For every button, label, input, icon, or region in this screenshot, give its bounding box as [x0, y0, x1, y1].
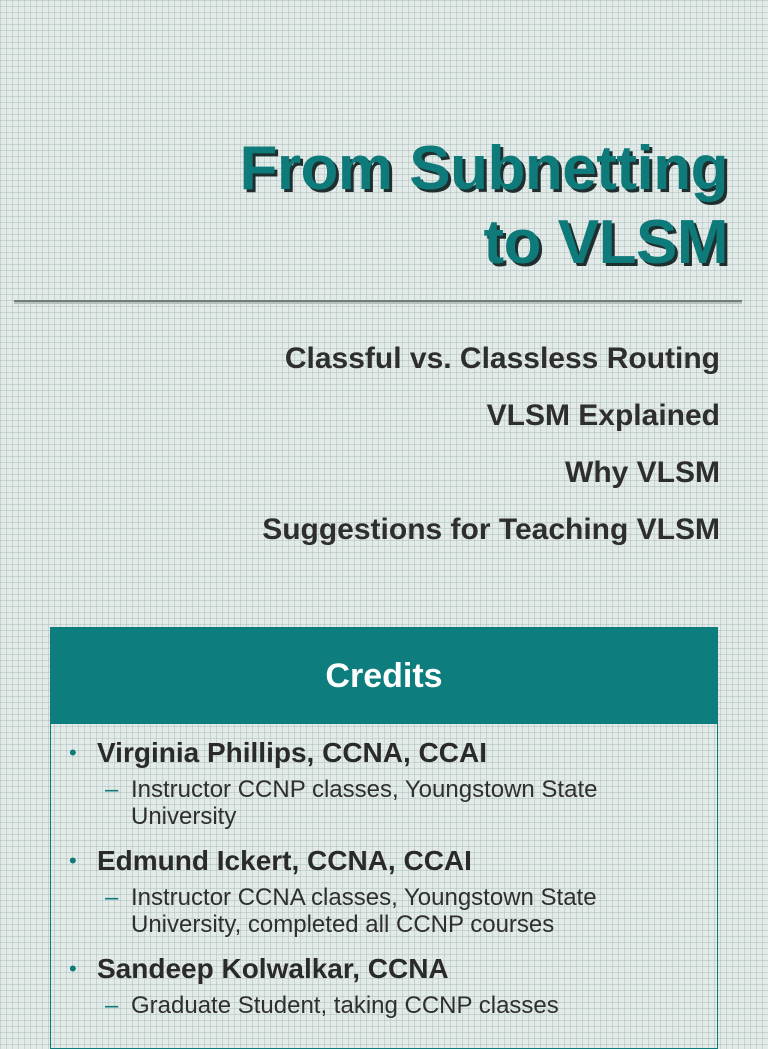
- credit-role: Graduate Student, taking CCNP classes: [131, 992, 559, 1019]
- topic-item: Suggestions for Teaching VLSM: [262, 513, 720, 546]
- credits-panel: [50, 627, 718, 1049]
- dash-icon: –: [105, 776, 119, 803]
- bullet-icon: •: [69, 956, 77, 981]
- slide-title-line-1: From Subnetting: [239, 134, 728, 203]
- credit-item: [69, 952, 717, 1019]
- title-divider: [14, 300, 742, 302]
- credit-item: [69, 736, 717, 830]
- credits-list: [51, 724, 717, 1019]
- topic-item: Why VLSM: [565, 456, 720, 489]
- credit-role-line: [97, 884, 651, 938]
- bullet-icon: •: [69, 848, 77, 873]
- topic-list: [262, 330, 720, 558]
- dash-icon: –: [105, 992, 119, 1019]
- bullet-icon: •: [69, 740, 77, 765]
- credit-item: [69, 844, 717, 938]
- credits-heading: Credits: [325, 656, 443, 695]
- slide-title: [240, 132, 728, 280]
- credit-name: Virginia Phillips, CCNA, CCAI: [97, 737, 487, 768]
- credit-name: Edmund Ickert, CCNA, CCAI: [97, 845, 472, 876]
- credit-name: Sandeep Kolwalkar, CCNA: [97, 953, 449, 984]
- credit-role: Instructor CCNA classes, Youngstown State University, completed all CCNP courses: [131, 884, 597, 938]
- dash-icon: –: [105, 884, 119, 911]
- credit-role-line: [97, 776, 651, 830]
- slide-title-line-2: to VLSM: [483, 208, 728, 277]
- topic-item: VLSM Explained: [486, 399, 720, 432]
- topic-item: Classful vs. Classless Routing: [284, 342, 720, 375]
- credits-header: [51, 628, 717, 724]
- credit-role-line: [97, 992, 651, 1019]
- credit-role: Instructor CCNP classes, Youngstown State University: [131, 776, 598, 830]
